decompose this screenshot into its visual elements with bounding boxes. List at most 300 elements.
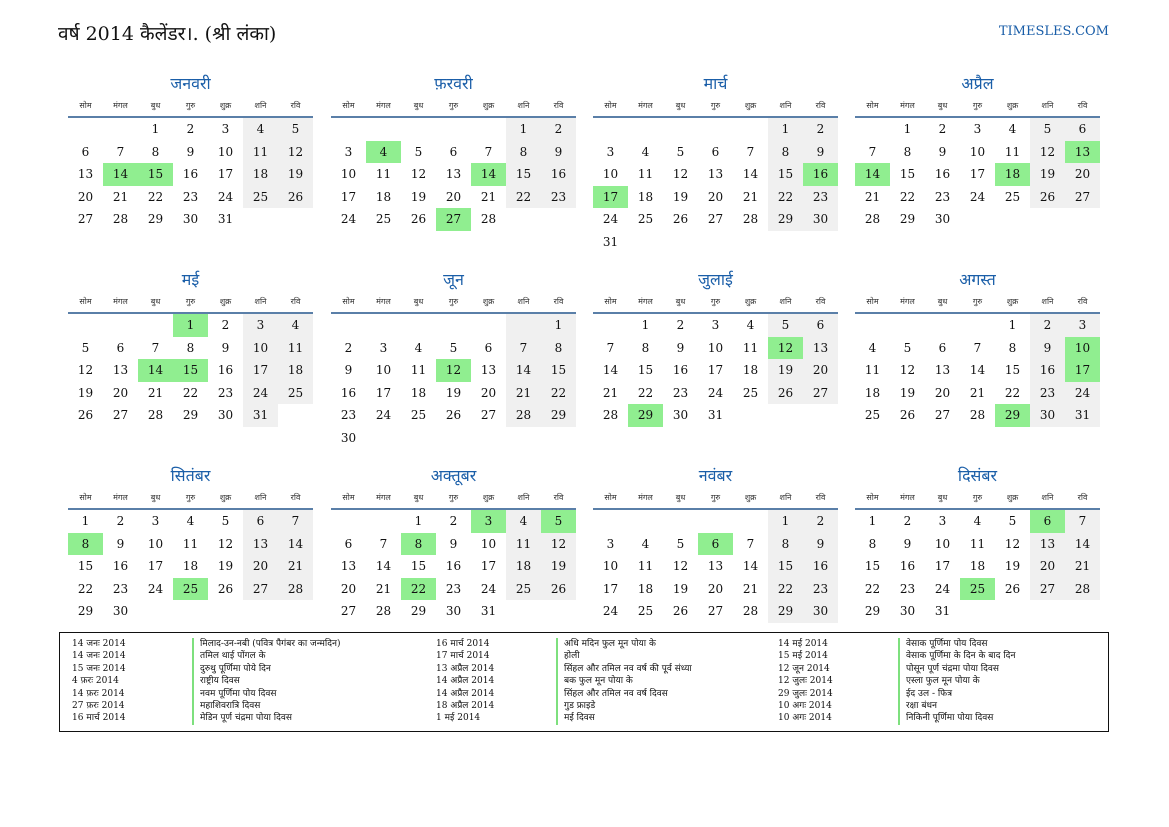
day-cell: 30 <box>803 600 838 623</box>
weekday-header <box>68 292 313 314</box>
day-cell: 15 <box>541 359 576 382</box>
day-cell: 15 <box>864 559 881 573</box>
weekday-label: शनि <box>779 493 792 502</box>
day-cell: 15 <box>77 559 94 573</box>
empty-cell <box>628 118 663 141</box>
weekday-label: शनि <box>779 101 792 110</box>
day-cell: 12 <box>672 167 689 181</box>
day-cell: 20 <box>1030 555 1065 578</box>
day-cell: 22 <box>768 186 803 209</box>
weekday-label: शनि <box>1041 297 1054 306</box>
weekday-label: रवि <box>1077 297 1088 306</box>
day-cell: 13 <box>243 533 278 556</box>
week-row <box>68 359 313 382</box>
weekday-label: मंगल <box>376 493 391 502</box>
holiday-date: 12 जुलः 2014 <box>778 676 833 687</box>
week-row <box>855 600 1100 623</box>
holiday-day-cell: 5 <box>541 510 576 533</box>
day-cell: 6 <box>803 314 838 337</box>
holiday-date: 10 अगः 2014 <box>778 701 832 711</box>
day-cell: 29 <box>410 604 427 618</box>
weekday-header <box>331 292 576 314</box>
day-cell: 28 <box>480 212 497 226</box>
month-block <box>593 464 838 623</box>
day-cell: 19 <box>410 189 427 204</box>
day-cell: 21 <box>278 555 313 578</box>
weekday-label: रवि <box>1077 493 1088 502</box>
day-cell: 5 <box>676 144 685 159</box>
week-row <box>855 118 1100 141</box>
month-block <box>331 268 576 449</box>
holiday-day-cell: 27 <box>436 208 471 231</box>
weekday-label: शुक्र <box>744 101 757 110</box>
holiday-day-cell: 29 <box>995 404 1030 427</box>
weekday-label: शनि <box>254 101 267 110</box>
week-row <box>331 337 576 360</box>
holiday-name: सिंहल और तमिल नव वर्ष दिवस <box>556 688 668 700</box>
weekday-label: मंगल <box>638 493 653 502</box>
week-row <box>855 337 1100 360</box>
holiday-name: सिंहल और तमिल नव वर्ष की पूर्व संध्या <box>556 663 692 675</box>
day-cell: 10 <box>147 536 164 551</box>
day-cell: 19 <box>77 385 94 400</box>
day-cell: 9 <box>541 141 576 164</box>
day-cell: 6 <box>449 144 458 159</box>
day-cell: 1 <box>868 514 877 528</box>
day-cell: 8 <box>903 144 912 159</box>
weekday-label: शनि <box>517 297 530 306</box>
weekday-label: बुध <box>937 297 948 306</box>
day-cell: 26 <box>899 408 916 422</box>
day-cell: 20 <box>77 189 94 204</box>
day-cell: 28 <box>506 404 541 427</box>
day-cell: 31 <box>934 604 951 618</box>
day-cell: 16 <box>541 163 576 186</box>
week-row <box>68 337 313 360</box>
day-cell: 6 <box>116 340 125 355</box>
holiday-name: रक्षा बंधन <box>898 700 937 712</box>
day-cell: 26 <box>278 186 313 209</box>
day-cell: 28 <box>147 408 164 422</box>
day-cell: 21 <box>1065 555 1100 578</box>
day-cell: 20 <box>707 581 724 596</box>
empty-cell <box>628 231 663 254</box>
day-cell: 11 <box>637 559 654 573</box>
empty-cell <box>103 314 138 337</box>
holiday-day-cell: 18 <box>995 163 1030 186</box>
day-cell: 14 <box>1065 533 1100 556</box>
day-cell: 8 <box>1008 340 1017 355</box>
day-cell: 23 <box>934 189 951 204</box>
day-cell: 7 <box>151 340 160 355</box>
day-cell: 3 <box>711 318 720 332</box>
week-row <box>855 359 1100 382</box>
day-cell: 13 <box>77 167 94 181</box>
day-cell: 31 <box>602 234 619 249</box>
week-row <box>593 510 838 533</box>
site-link[interactable]: TIMESLES.COM <box>998 24 1109 39</box>
week-row <box>593 533 838 556</box>
day-cell: 31 <box>707 408 724 422</box>
weekday-header <box>855 96 1100 118</box>
weekday-label: गुरु <box>972 493 983 502</box>
day-cell: 21 <box>147 385 164 400</box>
day-cell: 15 <box>506 163 541 186</box>
week-row <box>68 555 313 578</box>
day-cell: 11 <box>864 363 881 377</box>
day-cell: 7 <box>746 536 755 551</box>
day-cell: 18 <box>506 555 541 578</box>
weekday-label: रवि <box>290 493 301 502</box>
day-cell: 25 <box>375 212 392 226</box>
holiday-name: पोसून पूर्ण चंद्रमा पोया दिवस <box>898 663 999 675</box>
day-cell: 20 <box>934 385 951 400</box>
day-cell: 12 <box>1030 141 1065 164</box>
weekday-label: सोम <box>342 101 355 110</box>
weekday-label: गुरु <box>972 101 983 110</box>
holiday-day-cell: 14 <box>471 163 506 186</box>
empty-cell <box>803 231 838 254</box>
day-cell: 21 <box>506 382 541 405</box>
weekday-label: शुक्र <box>219 493 232 502</box>
day-cell: 16 <box>803 555 838 578</box>
week-row <box>68 578 313 601</box>
month-block <box>68 72 313 231</box>
day-cell: 23 <box>217 385 234 400</box>
weekday-label: बुध <box>413 101 424 110</box>
holiday-day-cell: 17 <box>1065 359 1100 382</box>
day-cell: 9 <box>803 141 838 164</box>
holiday-date: 14 जनः 2014 <box>72 651 126 662</box>
day-cell: 5 <box>278 118 313 141</box>
day-cell: 14 <box>506 359 541 382</box>
day-cell: 4 <box>414 340 423 355</box>
holiday-day-cell: 6 <box>1030 510 1065 533</box>
empty-cell <box>1030 208 1065 231</box>
empty-cell <box>541 427 576 450</box>
weekday-header <box>331 96 576 118</box>
weekday-label: सोम <box>604 493 617 502</box>
day-cell: 18 <box>278 359 313 382</box>
week-row <box>855 208 1100 231</box>
weekday-label: रवि <box>290 297 301 306</box>
day-cell: 16 <box>182 167 199 181</box>
day-cell: 31 <box>217 212 234 226</box>
holiday-name: तमिल थाई पोंगल के <box>192 650 266 662</box>
empty-cell <box>733 510 768 533</box>
day-cell: 11 <box>637 167 654 181</box>
day-cell: 16 <box>1030 359 1065 382</box>
holiday-day-cell: 10 <box>1065 337 1100 360</box>
holiday-day-cell: 8 <box>68 533 103 556</box>
day-cell: 18 <box>182 559 199 573</box>
weekday-label: सोम <box>79 493 92 502</box>
empty-cell <box>663 231 698 254</box>
day-cell: 9 <box>116 536 125 551</box>
week-row <box>593 359 838 382</box>
week-row <box>331 404 576 427</box>
empty-cell <box>995 600 1030 623</box>
day-cell: 1 <box>768 118 803 141</box>
week-row <box>68 382 313 405</box>
day-cell: 1 <box>151 122 160 136</box>
day-cell: 13 <box>803 337 838 360</box>
page-title: वर्ष 2014 कैलेंडर।. (श्री लंका) <box>58 23 277 45</box>
empty-cell <box>103 118 138 141</box>
day-cell: 25 <box>410 408 427 422</box>
day-cell: 20 <box>340 581 357 596</box>
day-cell: 11 <box>243 141 278 164</box>
weekday-label: शुक्र <box>482 493 495 502</box>
empty-cell <box>436 427 471 450</box>
day-cell: 9 <box>186 144 195 159</box>
day-cell: 7 <box>278 510 313 533</box>
holiday-date: 14 मई 2014 <box>778 639 828 649</box>
day-cell: 17 <box>243 359 278 382</box>
weekday-label: सोम <box>866 297 879 306</box>
day-cell: 16 <box>672 363 689 377</box>
week-row <box>593 600 838 623</box>
day-cell: 25 <box>637 604 654 618</box>
empty-cell <box>663 510 698 533</box>
month-block <box>331 464 576 623</box>
day-cell: 31 <box>1065 404 1100 427</box>
day-cell: 20 <box>1065 163 1100 186</box>
day-cell: 15 <box>410 559 427 573</box>
day-cell: 4 <box>278 314 313 337</box>
empty-cell <box>331 314 366 337</box>
holiday-day-cell: 14 <box>855 163 890 186</box>
day-cell: 1 <box>414 514 423 528</box>
day-cell: 1 <box>81 514 90 528</box>
week-row <box>855 186 1100 209</box>
week-row <box>593 186 838 209</box>
month-name: फ़रवरी <box>434 74 473 93</box>
month-block <box>331 72 576 231</box>
holiday-legend <box>59 632 1109 732</box>
holiday-day-cell: 12 <box>436 359 471 382</box>
week-row <box>68 186 313 209</box>
day-cell: 22 <box>147 189 164 204</box>
empty-cell <box>803 404 838 427</box>
empty-cell <box>855 118 890 141</box>
day-cell: 26 <box>77 408 94 422</box>
day-cell: 20 <box>445 189 462 204</box>
day-cell: 8 <box>868 536 877 551</box>
weekday-label: गुरु <box>710 297 721 306</box>
weekday-label: मंगल <box>113 297 128 306</box>
day-cell: 13 <box>934 363 951 377</box>
day-cell: 11 <box>278 337 313 360</box>
day-cell: 5 <box>768 314 803 337</box>
weekday-header <box>855 292 1100 314</box>
day-cell: 2 <box>116 514 125 528</box>
day-cell: 23 <box>803 578 838 601</box>
month-name: अप्रैल <box>961 74 994 93</box>
day-cell: 12 <box>899 363 916 377</box>
day-cell: 7 <box>379 536 388 551</box>
day-cell: 24 <box>969 189 986 204</box>
day-cell: 14 <box>602 363 619 377</box>
day-cell: 26 <box>541 578 576 601</box>
day-cell: 7 <box>746 144 755 159</box>
day-cell: 24 <box>602 212 619 226</box>
empty-cell <box>208 600 243 623</box>
day-cell: 8 <box>541 337 576 360</box>
empty-cell <box>243 208 278 231</box>
day-cell: 5 <box>449 340 458 355</box>
weekday-label: शनि <box>779 297 792 306</box>
weekday-header <box>855 488 1100 510</box>
weekday-label: शनि <box>1041 493 1054 502</box>
empty-cell <box>243 600 278 623</box>
day-cell: 9 <box>1030 337 1065 360</box>
empty-cell <box>471 314 506 337</box>
day-cell: 4 <box>186 514 195 528</box>
empty-cell <box>960 600 995 623</box>
week-row <box>593 141 838 164</box>
day-cell: 20 <box>112 385 129 400</box>
day-cell: 22 <box>77 581 94 596</box>
day-cell: 4 <box>506 510 541 533</box>
day-cell: 28 <box>864 212 881 226</box>
day-cell: 7 <box>868 144 877 159</box>
day-cell: 16 <box>934 167 951 181</box>
day-cell: 15 <box>1004 363 1021 377</box>
day-cell: 30 <box>112 604 129 618</box>
day-cell: 28 <box>112 212 129 226</box>
day-cell: 12 <box>77 363 94 377</box>
weekday-label: रवि <box>1077 101 1088 110</box>
day-cell: 31 <box>480 604 497 618</box>
holiday-date: 14 जनः 2014 <box>72 639 126 649</box>
weekday-label: शुक्र <box>482 297 495 306</box>
day-cell: 3 <box>243 314 278 337</box>
day-cell: 13 <box>112 363 129 377</box>
month-name: जुलाई <box>698 270 733 289</box>
empty-cell <box>541 208 576 231</box>
day-cell: 9 <box>903 536 912 551</box>
day-cell: 3 <box>151 514 160 528</box>
day-cell: 18 <box>742 363 759 377</box>
day-cell: 25 <box>506 578 541 601</box>
week-row <box>855 404 1100 427</box>
day-cell: 30 <box>217 408 234 422</box>
month-name: अगस्त <box>959 270 996 289</box>
day-cell: 19 <box>672 189 689 204</box>
empty-cell <box>436 314 471 337</box>
weekday-label: रवि <box>553 101 564 110</box>
day-cell: 10 <box>707 340 724 355</box>
day-cell: 25 <box>278 382 313 405</box>
day-cell: 22 <box>899 189 916 204</box>
day-cell: 4 <box>868 340 877 355</box>
empty-cell <box>331 118 366 141</box>
day-cell: 19 <box>1004 559 1021 573</box>
day-cell: 17 <box>375 385 392 400</box>
day-cell: 15 <box>899 167 916 181</box>
day-cell: 23 <box>541 186 576 209</box>
week-row <box>331 359 576 382</box>
day-cell: 4 <box>1008 122 1017 136</box>
day-cell: 24 <box>480 581 497 596</box>
day-cell: 3 <box>973 122 982 136</box>
weekday-label: गुरु <box>972 297 983 306</box>
empty-cell <box>541 600 576 623</box>
day-cell: 30 <box>934 212 951 226</box>
day-cell: 10 <box>375 363 392 377</box>
weekday-label: शनि <box>254 297 267 306</box>
holiday-name: बक फुल मून पोया के <box>556 675 633 687</box>
empty-cell <box>628 510 663 533</box>
day-cell: 5 <box>1008 514 1017 528</box>
day-cell: 7 <box>484 144 493 159</box>
holiday-name: मिलाद-उन-नबी (पवित्र पैगंबर का जन्मदिन) <box>192 638 341 650</box>
holiday-day-cell: 17 <box>593 186 628 209</box>
day-cell: 30 <box>672 408 689 422</box>
holiday-date: 18 अप्रैल 2014 <box>436 701 495 711</box>
day-cell: 5 <box>81 340 90 355</box>
weekday-label: शुक्र <box>744 493 757 502</box>
day-cell: 7 <box>606 340 615 355</box>
day-cell: 24 <box>243 382 278 405</box>
weekday-label: बुध <box>675 493 686 502</box>
empty-cell <box>1065 600 1100 623</box>
week-row <box>331 208 576 231</box>
weekday-label: मंगल <box>638 101 653 110</box>
holiday-name: ईद उल - फित्र <box>898 688 952 700</box>
day-cell: 12 <box>278 141 313 164</box>
week-row <box>855 510 1100 533</box>
day-cell: 2 <box>903 514 912 528</box>
day-cell: 11 <box>1004 144 1021 159</box>
weekday-label: शुक्र <box>219 297 232 306</box>
day-cell: 19 <box>768 359 803 382</box>
day-cell: 22 <box>506 186 541 209</box>
day-cell: 22 <box>864 581 881 596</box>
holiday-date: 13 अप्रैल 2014 <box>436 663 495 674</box>
day-cell: 11 <box>182 536 199 551</box>
day-cell: 27 <box>340 604 357 618</box>
holiday-date: 16 मार्च 2014 <box>72 713 126 724</box>
empty-cell <box>960 314 995 337</box>
holiday-date: 12 जून 2014 <box>778 663 830 674</box>
holiday-day-cell: 12 <box>768 337 803 360</box>
week-row <box>593 404 838 427</box>
empty-cell <box>506 208 541 231</box>
day-cell: 9 <box>344 363 353 377</box>
day-cell: 8 <box>768 141 803 164</box>
day-cell: 13 <box>340 559 357 573</box>
week-row <box>68 533 313 556</box>
empty-cell <box>855 314 890 337</box>
day-cell: 18 <box>969 559 986 573</box>
week-row <box>68 404 313 427</box>
week-row <box>331 141 576 164</box>
weekday-label: बुध <box>413 297 424 306</box>
day-cell: 10 <box>602 167 619 181</box>
day-cell: 6 <box>243 510 278 533</box>
day-cell: 13 <box>480 363 497 377</box>
holiday-name: महाशिवरात्रि दिवस <box>192 700 260 712</box>
day-cell: 27 <box>243 578 278 601</box>
empty-cell <box>960 208 995 231</box>
day-cell: 25 <box>243 186 278 209</box>
week-row <box>68 118 313 141</box>
weekday-label: गुरु <box>710 101 721 110</box>
day-cell: 21 <box>375 581 392 596</box>
day-cell: 12 <box>672 559 689 573</box>
